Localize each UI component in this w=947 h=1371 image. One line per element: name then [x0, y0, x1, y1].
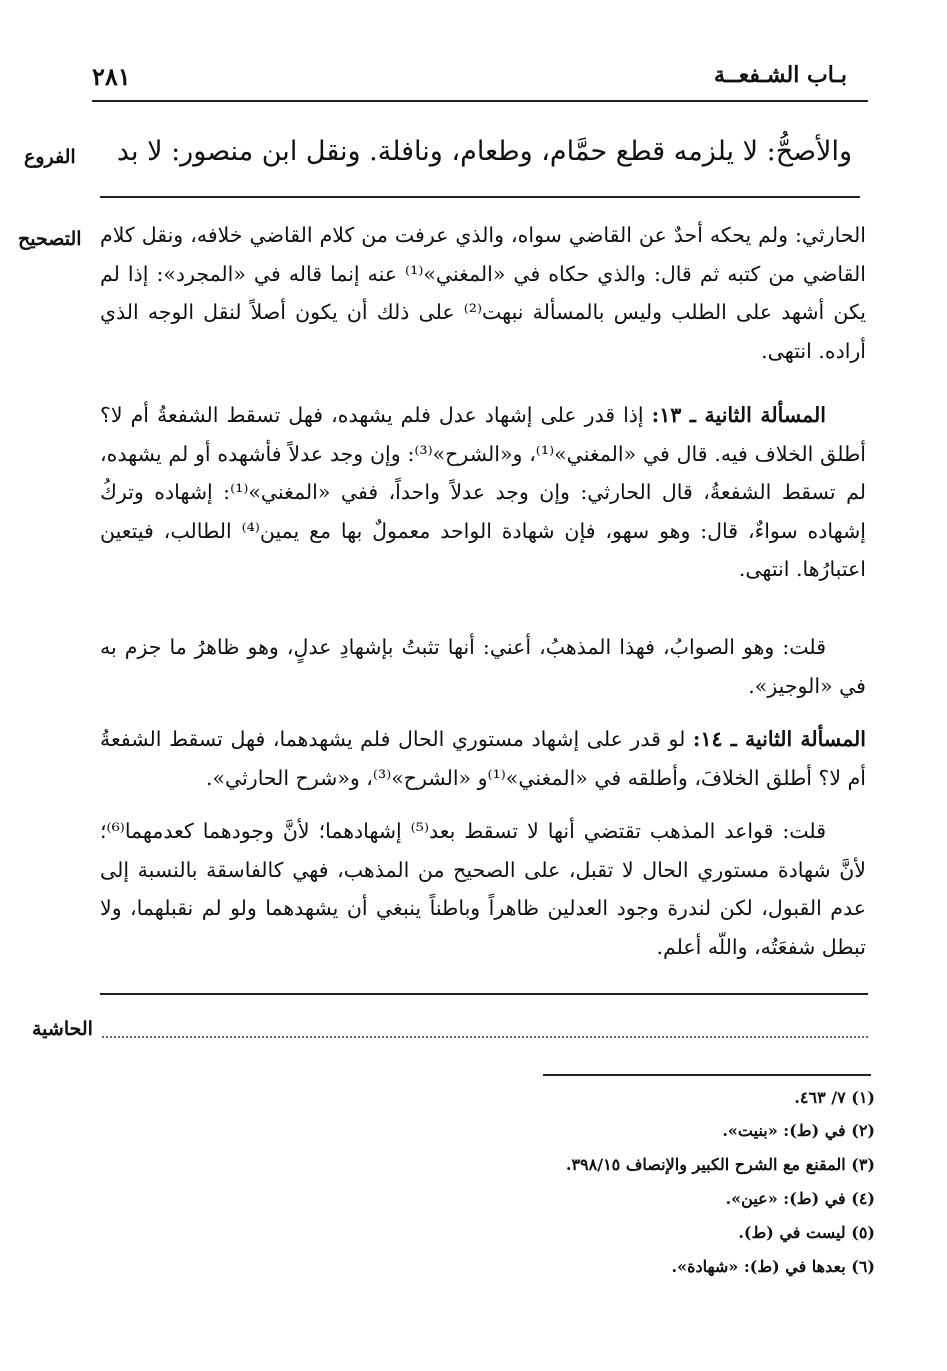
- chapter-title: بـاب الشـفعــة: [714, 62, 847, 88]
- issue-13-heading: المسألة الثانية ـ ١٣:: [651, 403, 826, 427]
- tashih-paragraph-2: [100, 396, 866, 589]
- footnote: (٦) بعدها في (ط): «شهادة».: [671, 1257, 875, 1276]
- tashih-paragraph-1: الحارثي: ولم يحكه أحدٌ عن القاضي سواه، والذي عرفت من كلام القاضي خلافه، ونقل كلام القاضي من كتبه ثم قال: والذي حكاه في «المغني»⁽¹⁾ عنه إنما قاله في «المجرد»: إذا لم يكن أشهد على الطلب وليس بالمسألة نبهت⁽²⁾ على ذلك أن يكون أصلاً لنقل الوجه الذي أراده. انتهى.: [100, 223, 867, 363]
- footnote-separator: [543, 1074, 871, 1076]
- furu-label: الفروع: [24, 146, 76, 168]
- issue-13-body: إذا قدر على إشهاد عدل فلم يشهده، فهل تسقط الشفعةُ أم لا؟ أطلق الخلاف فيه. قال في «المغني»⁽¹⁾، و«الشرح»⁽³⁾: وإن وجد عدلاً فأشهده أو لم يشهده، لم تسقط الشفعةُ، قال الحارثي: وإن وجد عدلاً واحداً، ففي «المغني»⁽¹⁾: إشهاده وتركُ إشهاده سواءٌ، قال: وهو سهو، فإن شهادة الواحد معمولٌ بها مع يمين⁽⁴⁾ الطالب، فيتعين اعتبارُها. انتهى.: [100, 403, 866, 581]
- footnote: (٣) المقنع مع الشرح الكبير والإنصاف ٣٩٨/١٥.: [565, 1155, 875, 1174]
- header-rule: [92, 100, 868, 102]
- section-rule: [100, 196, 860, 198]
- tashih-paragraph-5: قلت: قواعد المذهب تقتضي أنها لا تسقط بعد⁽⁵⁾ إشهادهما؛ لأنَّ وجودهما كعدمهما⁽⁶⁾؛ لأنَّ شهادة مستوري الحال لا تقبل، على الصحيح من المذهب، فهي كالفاسقة بالنسبة إلى عدم القبول، لكن لندرة وجود العدلين ظاهراً وباطناً ينبغي أن يشهدهما ولو لم نقبلهما، ولا تبطل شفعَتُه، واللّه أعلم.: [100, 819, 866, 959]
- section-rule-bottom: [100, 993, 868, 995]
- issue-14-heading: المسألة الثانية ـ ١٤:: [692, 727, 866, 751]
- furu-text: والأصحُّ: لا يلزمه قطع حمَّام، وطعام، ونافلة. ونقل ابن منصور: لا بد: [116, 136, 852, 167]
- issue-14-body: لو قدر على إشهاد مستوري الحال فلم يشهدهما، فهل تسقط الشفعةُ أم لا؟ أطلق الخلافَ، وأطلقه في «المغني»⁽¹⁾و «الشرح»⁽³⁾، و«شرح الحارثي».: [100, 727, 866, 790]
- tashih-paragraph-3: قلت: وهو الصوابُ، فهذا المذهبُ، أعني: أنها تثبتُ بإشهادِ عدلٍ، وهو ظاهرُ ما جزم به في «الوجيز».: [100, 635, 866, 698]
- footnote: (١) ٧/ ٤٦٣.: [794, 1088, 875, 1107]
- footnote: (٢) في (ط): «بنيت».: [722, 1121, 875, 1140]
- hashiya-dotted-line: [102, 1036, 868, 1038]
- page-number: ٢٨١: [92, 62, 131, 91]
- tashih-paragraph-4: [100, 720, 866, 797]
- tashih-label: التصحيح: [18, 228, 82, 250]
- footnote: (٥) ليست في (ط).: [738, 1223, 875, 1242]
- hashiya-label: الحاشية: [32, 1018, 93, 1040]
- footnote: (٤) في (ط): «عين».: [725, 1189, 875, 1208]
